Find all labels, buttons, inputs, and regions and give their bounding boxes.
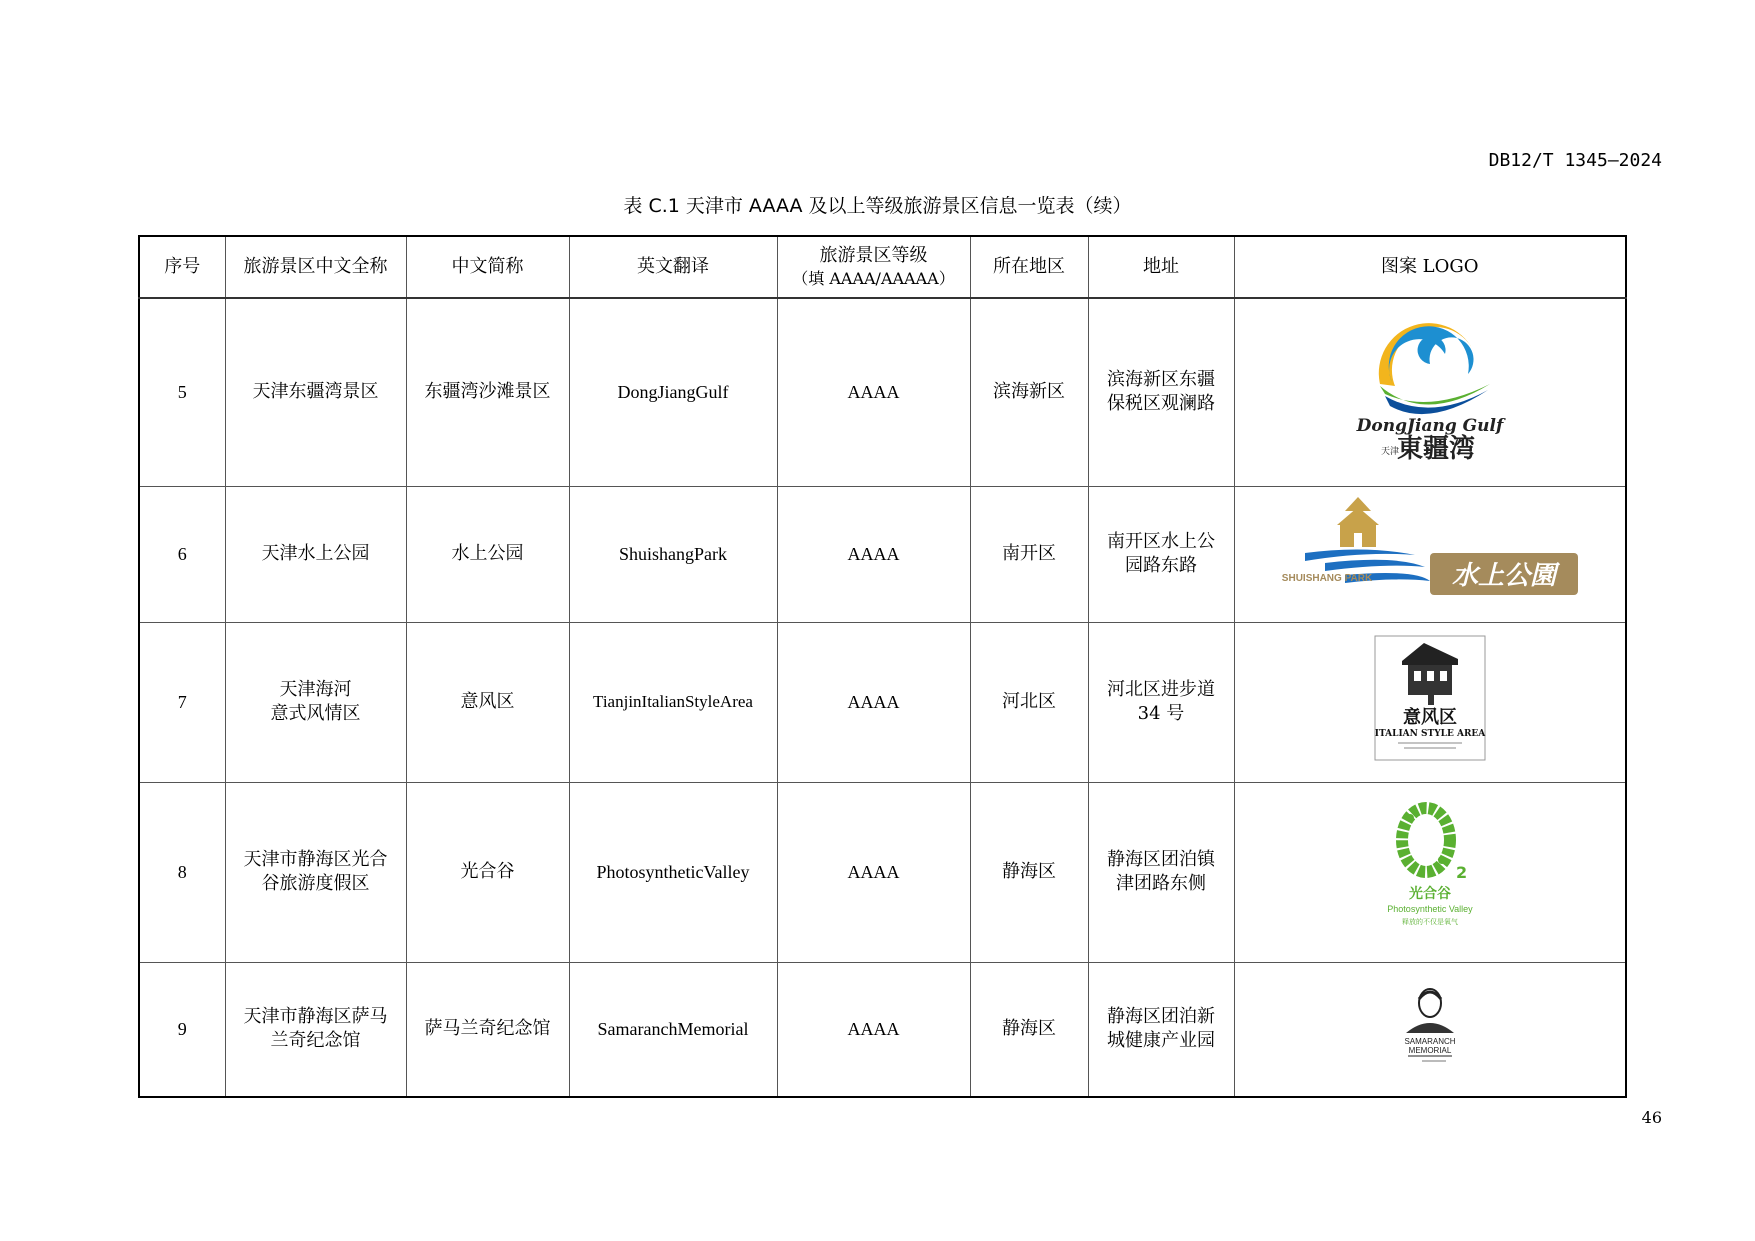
row-full-name [225, 622, 406, 782]
building-window-3 [1440, 671, 1447, 681]
row-english: ShuishangPark [569, 486, 777, 622]
row-district: 河北区 [970, 622, 1088, 782]
row-address [1088, 486, 1234, 622]
pavilion-roof-mid [1337, 507, 1379, 525]
page-number: 46 [1641, 1108, 1662, 1127]
row-address-line1: 静海区团泊新 [1107, 1005, 1215, 1027]
logo-pv-chinese: 光合谷 [1408, 886, 1451, 903]
row-index: 6 [139, 486, 225, 622]
header-address: 地址 [1088, 236, 1234, 298]
row-level: AAAA [777, 298, 970, 486]
row-short-name: 东疆湾沙滩景区 [406, 298, 569, 486]
row-address [1088, 782, 1234, 962]
standard-code: DB12/T 1345—2024 [1488, 150, 1662, 171]
logo-wave-green [1380, 384, 1490, 405]
table-row [139, 782, 1626, 962]
logo-dj-chinese: 東疆湾 [1396, 433, 1475, 464]
italian-building-logo-icon [1374, 635, 1486, 761]
row-full-name-line2: 兰奇纪念馆 [270, 1030, 361, 1052]
pavilion-door [1354, 533, 1362, 547]
o2-leaf-1 [1406, 814, 1414, 822]
row-index: 8 [139, 782, 225, 962]
table-row [139, 298, 1626, 486]
row-full-name-line1: 天津市静海区光合 [243, 848, 388, 870]
building-window-2 [1427, 671, 1434, 681]
table-row [139, 622, 1626, 782]
row-address-line1: 南开区水上公 [1107, 530, 1215, 552]
row-index: 9 [139, 962, 225, 1097]
table-row [139, 486, 1626, 622]
o2-leaf-logo-icon [1380, 798, 1480, 938]
wave-swirl-logo-icon [1350, 314, 1510, 464]
water-stroke-1 [1305, 550, 1415, 562]
o2-subscript: 2 [1455, 863, 1467, 883]
row-index: 7 [139, 622, 225, 782]
water-stroke-2 [1325, 560, 1425, 571]
row-english: PhotosyntheticValley [569, 782, 777, 962]
row-english: SamaranchMemorial [569, 962, 777, 1097]
header-level-line2: （填 AAAA/AAAAA） [792, 269, 955, 289]
building-window-1 [1414, 671, 1421, 681]
row-address-line1: 河北区进步道 [1107, 678, 1215, 700]
row-address-line2: 34 号 [1137, 703, 1185, 724]
row-address-line2: 园路东路 [1125, 555, 1197, 576]
row-address-line2: 城健康产业园 [1107, 1030, 1215, 1052]
logo-dj-small: 天津 [1380, 446, 1399, 457]
row-district: 静海区 [970, 782, 1088, 962]
row-english: TianjinItalianStyleArea [569, 622, 777, 782]
row-district: 南开区 [970, 486, 1088, 622]
row-address [1088, 298, 1234, 486]
logo-sm-line2: MEMORIAL [1408, 1045, 1452, 1055]
row-full-name-line1: 天津市静海区萨马 [243, 1005, 388, 1027]
building-column [1428, 695, 1434, 705]
logo-sp-english: SHUISHANG PARK [1281, 573, 1372, 585]
logo-isa-chinese: 意风区 [1402, 707, 1457, 729]
logo-pv-tagline: 释放的不仅是氧气 [1401, 918, 1458, 927]
row-address-line1: 滨海新区东疆 [1107, 368, 1215, 390]
table-row [139, 962, 1626, 1097]
row-full-name: 天津水上公园 [225, 486, 406, 622]
portrait-shoulders [1406, 1023, 1454, 1033]
row-address [1088, 962, 1234, 1097]
row-full-name-line1: 天津海河 [279, 678, 352, 700]
header-full-name: 旅游景区中文全称 [225, 236, 406, 298]
row-address [1088, 622, 1234, 782]
row-district: 静海区 [970, 962, 1088, 1097]
row-short-name: 光合谷 [406, 782, 569, 962]
row-english: DongJiangGulf [569, 298, 777, 486]
logo-dj-english: DongJiang Gulf [1356, 415, 1504, 436]
header-short-name: 中文简称 [406, 236, 569, 298]
logo-isa-english: ITALIAN STYLE AREA [1374, 729, 1486, 740]
logo-sm-line1: SAMARANCH [1404, 1036, 1456, 1046]
row-level: AAAA [777, 962, 970, 1097]
header-index: 序号 [139, 236, 225, 298]
header-logo: 图案 LOGO [1234, 236, 1626, 298]
header-level-line1: 旅游景区等级 [819, 245, 928, 267]
row-short-name: 萨马兰奇纪念馆 [406, 962, 569, 1097]
row-full-name [225, 782, 406, 962]
pavilion-water-logo-icon [1275, 495, 1585, 605]
row-full-name-line2: 谷旅游度假区 [261, 873, 370, 894]
row-level: AAAA [777, 782, 970, 962]
row-logo [1234, 298, 1626, 486]
row-short-name: 水上公园 [406, 486, 569, 622]
row-level: AAAA [777, 622, 970, 782]
row-logo [1234, 782, 1626, 962]
scenic-area-table [138, 235, 1627, 1098]
logo-pv-english: Photosynthetic Valley [1387, 904, 1473, 915]
row-logo [1234, 486, 1626, 622]
header-district: 所在地区 [970, 236, 1088, 298]
table-title: 表 C.1 天津市 AAAA 及以上等级旅游景区信息一览表（续） [623, 195, 1132, 217]
row-full-name: 天津东疆湾景区 [225, 298, 406, 486]
row-address-line1: 静海区团泊镇 [1107, 848, 1215, 870]
row-district: 滨海新区 [970, 298, 1088, 486]
row-address-line2: 津团路东侧 [1116, 873, 1206, 894]
row-full-name [225, 962, 406, 1097]
row-level: AAAA [777, 486, 970, 622]
row-logo [1234, 962, 1626, 1097]
logo-sp-chinese: 水上公園 [1451, 561, 1556, 592]
row-logo [1234, 622, 1626, 782]
table-header-row [139, 236, 1626, 298]
row-full-name-line2: 意式风情区 [270, 703, 361, 724]
samaranch-portrait-logo-icon [1390, 983, 1470, 1069]
header-english: 英文翻译 [569, 236, 777, 298]
row-address-line2: 保税区观澜路 [1107, 393, 1215, 415]
o2-leaf-2 [1438, 856, 1446, 864]
row-index: 5 [139, 298, 225, 486]
row-short-name: 意风区 [406, 622, 569, 782]
header-level [777, 236, 970, 298]
